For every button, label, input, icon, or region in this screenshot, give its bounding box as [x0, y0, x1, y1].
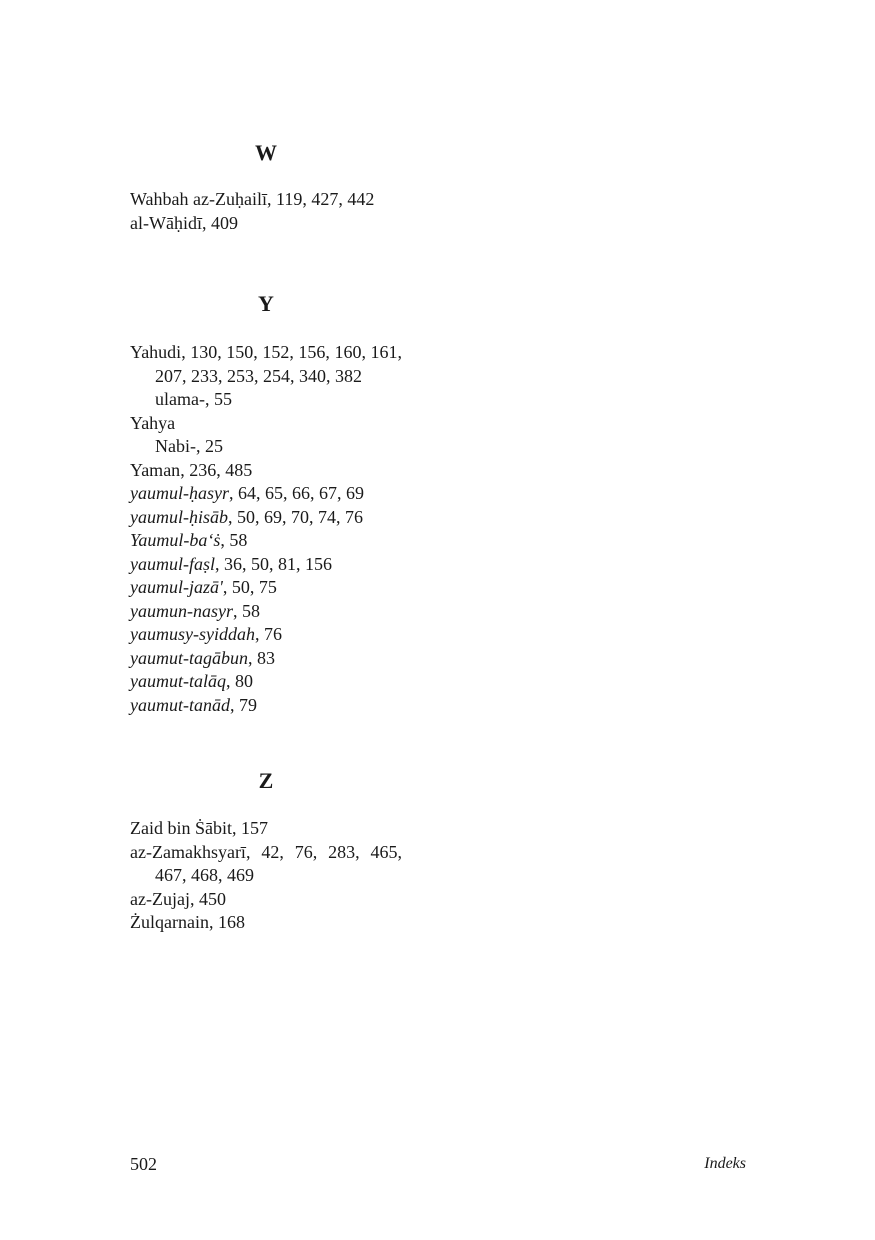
- entry-pages: 79: [238, 694, 257, 715]
- section-w-entries: [130, 188, 402, 235]
- entry-pages: 130, 150, 152, 156, 160, 161, 207, 233, 253, 254, 340, 382: [155, 342, 403, 386]
- entry-term: yaumut-tagābun: [130, 647, 248, 668]
- index-entry: yaumul-ḥasyr, 64, 65, 66, 67, 69: [130, 483, 364, 503]
- section-letter-y: Y: [258, 291, 274, 316]
- index-entry: al-Wāḥidī, 409: [130, 212, 238, 233]
- index-entry: yaumut-tagābun, 83: [130, 647, 275, 668]
- entry-term: Yahya: [130, 412, 176, 433]
- entry-term: Nabi-: [155, 436, 196, 456]
- page-footer: [130, 1152, 746, 1176]
- entry-term: az-Zamakhsyarī: [130, 841, 246, 862]
- page-number: 502: [130, 1154, 157, 1174]
- entry-pages: 58: [229, 530, 248, 550]
- index-entry: Żulqarnain, 168: [130, 912, 245, 932]
- running-title: Indeks: [704, 1155, 746, 1172]
- entry-term: Yahudi: [130, 342, 182, 362]
- index-entry: Yahudi, 130, 150, 152, 156, 160, 161, 207, 233, 253, 254, 340, 382: [130, 342, 403, 386]
- section-letter-w: W: [255, 140, 277, 165]
- entry-term: yaumul-jazā': [130, 577, 223, 597]
- entry-term: yaumun-nasyr: [130, 600, 233, 621]
- entry-term: yaumul-ḥasyr: [130, 483, 229, 503]
- entry-term: Żulqarnain: [130, 912, 209, 932]
- index-entry: Yaumul-ba‘ṡ, 58: [130, 530, 248, 550]
- entry-pages: 50, 69, 70, 74, 76: [237, 506, 363, 527]
- entry-term: Wahbah az-Zuḥailī: [130, 189, 267, 209]
- entry-term: yaumut-tanād: [130, 694, 230, 715]
- entry-pages: 64, 65, 66, 67, 69: [237, 483, 364, 503]
- entry-pages: 409: [210, 212, 238, 233]
- entry-pages: 157: [241, 818, 268, 838]
- index-subentry: Nabi-, 25: [155, 436, 223, 456]
- index-entry: yaumut-tanād, 79: [130, 694, 257, 715]
- entry-pages: 50, 75: [231, 577, 277, 597]
- index-entry: Wahbah az-Zuḥailī, 119, 427, 442: [130, 189, 375, 209]
- section-z-entries: [130, 817, 402, 935]
- entry-term: Zaid bin Ṡābit: [130, 818, 232, 838]
- section-letter-z: Z: [258, 768, 274, 793]
- index-entry: yaumun-nasyr, 58: [130, 600, 260, 621]
- entry-pages: 83: [256, 647, 275, 668]
- entry-term: Yaumul-ba‘ṡ: [130, 530, 221, 550]
- entry-term: ulama-: [155, 389, 205, 409]
- entry-pages: 25: [204, 436, 223, 456]
- entry-term: al-Wāḥidī: [130, 212, 202, 233]
- entry-pages: 55: [213, 389, 232, 409]
- index-entry: az-Zamakhsyarī, 42, 76, 283, 465, 467, 468, 469: [130, 841, 402, 885]
- entry-pages: 168: [217, 912, 245, 932]
- entry-pages: 450: [198, 888, 226, 909]
- entry-term: az-Zujaj: [130, 888, 190, 909]
- section-y-entries: [130, 341, 402, 717]
- index-entry: az-Zujaj, 450: [130, 888, 226, 909]
- entry-term: yaumul-faṣl: [130, 553, 215, 574]
- entry-pages: 58: [241, 600, 260, 621]
- entry-term: yaumusy-syiddah: [130, 624, 255, 644]
- index-entry: yaumul-faṣl, 36, 50, 81, 156: [130, 553, 332, 574]
- index-entry: Zaid bin Ṡābit, 157: [130, 818, 268, 838]
- entry-term: yaumul-ḥisāb: [130, 506, 228, 527]
- entry-pages: 42, 76, 283, 465, 467, 468, 469: [155, 841, 402, 885]
- entry-pages: 76: [263, 624, 282, 644]
- index-entry: Yaman, 236, 485: [130, 459, 253, 480]
- entry-term: yaumut-talāq: [130, 671, 226, 691]
- index-entry: yaumut-talāq, 80: [130, 671, 253, 691]
- entry-pages: 119, 427, 442: [276, 189, 375, 209]
- entry-term: Yaman: [130, 459, 181, 480]
- index-subentry: ulama-, 55: [155, 389, 232, 409]
- entry-pages: 80: [235, 671, 253, 691]
- index-entry: yaumusy-syiddah, 76: [130, 624, 282, 644]
- index-entry: yaumul-jazā', 50, 75: [130, 577, 277, 597]
- index-entry: yaumul-ḥisāb, 50, 69, 70, 74, 76: [130, 506, 363, 527]
- entry-pages: 36, 50, 81, 156: [224, 553, 332, 574]
- index-entry: [130, 412, 402, 436]
- entry-pages: 236, 485: [189, 459, 253, 480]
